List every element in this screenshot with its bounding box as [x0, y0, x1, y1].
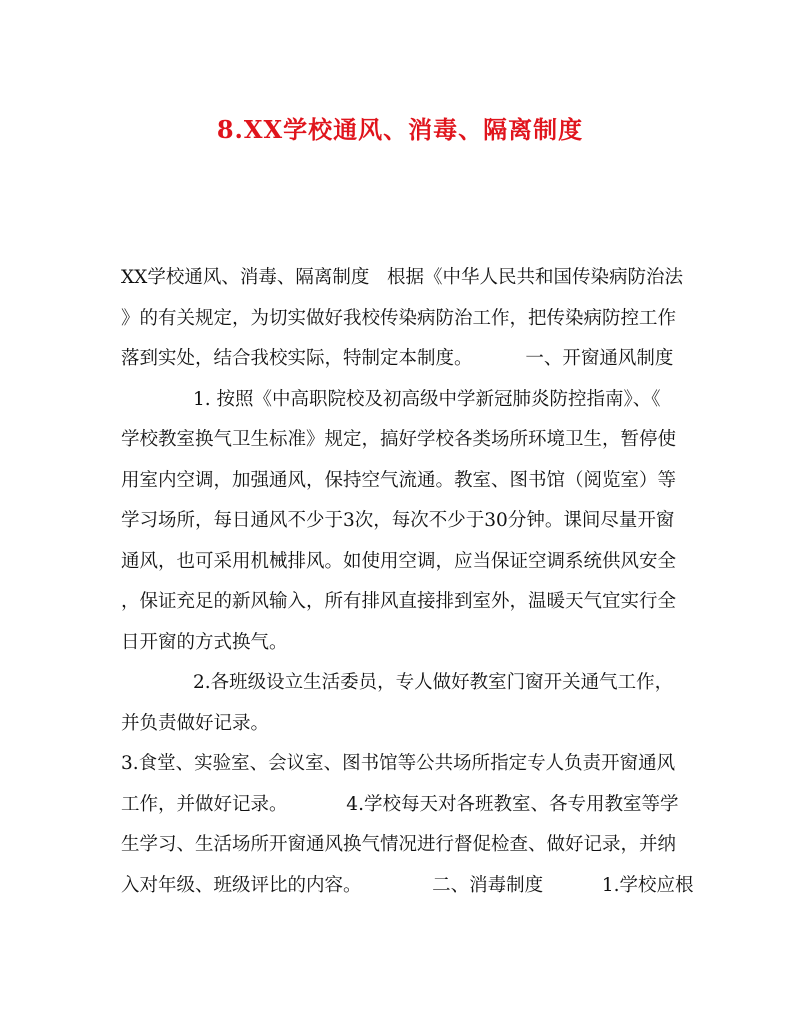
- document-title: 8.XX学校通风、消毒、隔离制度: [216, 115, 584, 144]
- document-body: [121, 258, 694, 906]
- body-line: 生学习、生活场所开窗通风换气情况进行督促检查、做好记录，并纳: [121, 834, 677, 855]
- body-line: 2.各班级设立生活委员，专人做好教室门窗开关通气工作，: [193, 672, 674, 693]
- body-line: 工作，并做好记录。 4.学校每天对各班教室、各专用教室等学: [121, 793, 679, 815]
- body-line: 学校教室换气卫生标准》规定，搞好学校各类场所环境卫生，暂停使: [121, 429, 677, 450]
- body-line: ，保证充足的新风输入，所有排风直接排到室外，温暖天气宜实行全: [121, 591, 677, 612]
- body-line: 落到实处，结合我校实际，特制定本制度。 一、开窗通风制度: [121, 348, 674, 369]
- body-line: 3.食堂、实验室、会议室、图书馆等公共场所指定专人负责开窗通风: [121, 753, 676, 774]
- body-line: XX学校通风、消毒、隔离制度 根据《中华人民共和国传染病防治法: [121, 267, 683, 288]
- body-line: 并负责做好记录。: [121, 712, 270, 734]
- body-line: 通风，也可采用机械排风。如使用空调，应当保证空调系统供风安全: [121, 550, 677, 572]
- body-line: 》的有关规定，为切实做好我校传染病防治工作，把传染病防控工作: [121, 307, 677, 329]
- body-line: 入对年级、班级评比的内容。 二、消毒制度 1.学校应根: [121, 874, 694, 896]
- body-line: 用室内空调，加强通风，保持空气流通。教室、图书馆（阅览室）等: [121, 469, 677, 491]
- body-line: 日开窗的方式换气。: [121, 631, 288, 653]
- body-line: 学习场所，每日通风不少于3次，每次不少于30分钟。课间尽量开窗: [121, 510, 675, 531]
- body-line: 1. 按照《中高职院校及初高级中学新冠肺炎防控指南》、《: [193, 388, 661, 410]
